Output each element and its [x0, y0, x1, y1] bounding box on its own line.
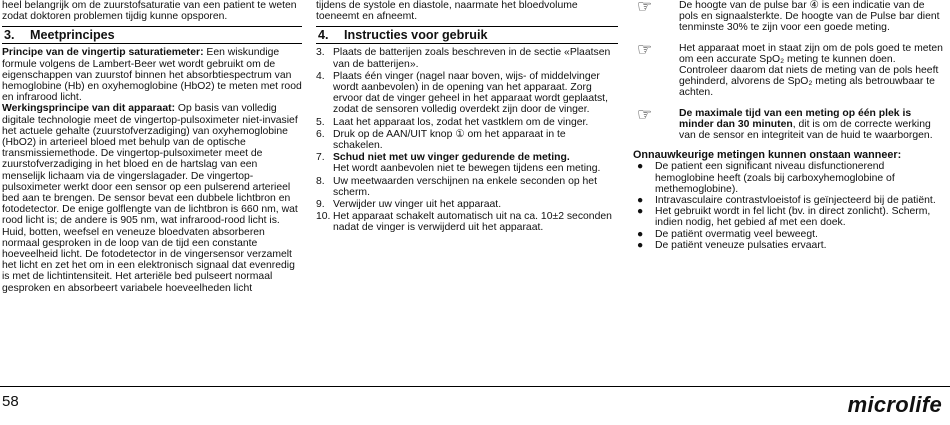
item-number: 3.	[316, 47, 325, 59]
list-item	[316, 199, 618, 210]
item-text: Laat het apparaat los, zodat het vastklem om de vinger.	[333, 116, 589, 128]
item-number: 10.	[316, 211, 331, 223]
section-title: Instructies voor gebruik	[344, 28, 488, 43]
item-content	[333, 152, 618, 174]
list-item	[316, 117, 618, 128]
tip-text: Het apparaat moet in staat zijn om de pols goed te meten om een accurate SpO₂ meting te kunnen doen. Controleer daarom dat niets de meting van de pols heeft gehinderd, alvorens de SpO₂ meting als betrouwbaar te achten.	[679, 42, 943, 99]
col2-intro: tijdens de systole en diastole, naarmate het bloedvolume toeneemt en afneemt.	[316, 0, 578, 23]
item-text: Het gebruikt wordt in fel licht (bv. in direct zonlicht). Scherm, indien nodig, het gebied af met een doek.	[655, 206, 931, 229]
section-title: Meetprincipes	[30, 28, 115, 43]
bullet-icon: ●	[637, 239, 644, 251]
paragraph-principle	[2, 47, 302, 103]
tip-text: , dit is om de correcte werking van de sensor en integriteit van de huid te waarborgen.	[679, 118, 933, 142]
bullet-icon: ●	[637, 161, 644, 173]
bullet-icon: ●	[637, 228, 644, 240]
item-text: De patiënt overmatig veel beweegt.	[655, 228, 818, 240]
microlife-logo: microlife	[847, 392, 942, 417]
item-text: Plaats de batterijen zoals beschreven in de sectie «Plaatsen van de batterijen».	[333, 47, 611, 70]
column-1	[2, 0, 302, 294]
col1-intro: heel belangrijk om de zuurstofsaturatie van een patient te weten zodat doktoren problemen tijdig kunne opsporen.	[2, 0, 297, 23]
section-header-4	[316, 26, 618, 44]
item-number: 6.	[316, 128, 325, 140]
section-header-3	[2, 26, 302, 44]
list-item	[633, 206, 945, 228]
tip-content	[679, 108, 945, 142]
list-item	[316, 211, 618, 233]
instruction-list	[316, 47, 618, 233]
pointing-hand-icon: ☞	[637, 104, 653, 124]
item-text: Uw meetwaarden verschijnen na enkele seconden op het scherm.	[333, 175, 597, 198]
section-number: 3.	[4, 28, 15, 43]
tip-pulse-bar	[633, 0, 945, 34]
item-text: De patiënt veneuze pulsaties ervaart.	[655, 239, 827, 251]
list-item	[633, 240, 945, 251]
list-item	[633, 195, 945, 206]
item-number: 7.	[316, 152, 325, 164]
item-number: 8.	[316, 175, 325, 187]
bullet-list	[633, 161, 945, 251]
paragraph-text: Op basis van volledig digitale technologie meet de vingertop-pulsoximeter niet-invasief het actuele gehalte (zuurstofverzadiging) van oxyhemoglobine (HbO2) in arterieel bloed met behulp van de optische transmissiemethode. De vingertop-pulsoximeter meet de zuurstofverzadiging in het bloed en de hartslag van een menselijk lichaam via de vingerslagader. De vingertop-pulsoximeter werkt door een sensor op een pulserend arterieel bed aan te brengen. De sensor bevat een dubbele lichtbron en fotodetector. De enige golflengte van de lichtbron is 660 nm, wat rood licht is; de andere is 905 nm, wat infrarood-rood licht is. Huid, botten, weefsel en veneuze bloedvaten absorberen normaal gesproken in de loop van de tijd een constante hoeveelheid licht. De fotodetector in de vingersensor verzamelt het licht en zet het om in een elektronisch signaal dat evenredig is met de lichtintensiteit. Het arteriële bed pulseert normaal gesproken en absorbeert variabele hoeveelheden licht	[2, 103, 298, 294]
pointing-hand-icon: ☞	[637, 39, 653, 59]
section-number: 4.	[318, 28, 329, 43]
item-text: Plaats één vinger (nagel naar boven, wijs- of middelvinger wordt aanbevolen) in de opening van het apparaat. Zorg ervoor dat de vinger geheel in het apparaat wordt geplaatst, zodat de sensoren volledig overdekt zijn door de vinger.	[333, 70, 608, 116]
item-emphasis: Schud niet met uw vinger gedurende de meting.	[333, 152, 570, 164]
list-item	[316, 129, 618, 151]
column-2	[316, 0, 618, 235]
paragraph-lead: Principe van de vingertip saturatiemeter:	[2, 47, 204, 59]
bullet-icon: ●	[637, 206, 644, 218]
tip-max-time	[633, 104, 945, 142]
list-item	[316, 47, 618, 69]
list-item	[316, 71, 618, 116]
paragraph-lead: Werkingsprincipe van dit apparaat:	[2, 103, 176, 115]
item-text: Verwijder uw vinger uit het apparaat.	[333, 199, 502, 211]
item-text: Het wordt aanbevolen niet te bewegen tijdens een meting.	[333, 163, 601, 175]
subheading-inaccurate: Onnauwkeurige metingen kunnen onstaan wanneer:	[633, 149, 902, 162]
item-text: De patient een significant niveau disfunctionerend hemoglobine heeft (zoals bij carboxyhemoglobine of methemoglobine).	[655, 161, 895, 195]
footer-divider	[0, 386, 950, 387]
item-text: Intravasculaire contrastvloeistof is geïnjecteerd bij de patiënt.	[655, 195, 936, 207]
tip-emphasis: De maximale tijd van een meting op één plek is minder dan 30 minuten	[679, 107, 912, 130]
tip-pulse-measure	[633, 39, 945, 99]
item-text: Druk op de AAN/UIT knop ① om het apparaat in te schakelen.	[333, 128, 566, 152]
list-item	[633, 229, 945, 240]
item-number: 5.	[316, 116, 325, 128]
item-number: 9.	[316, 199, 325, 211]
pointing-hand-icon: ☞	[637, 0, 653, 16]
list-item	[316, 152, 618, 174]
item-number: 4.	[316, 70, 325, 82]
tip-text: De hoogte van de pulse bar ④ is een indicatie van de pols en signaalsterkte. De hoogte van de Pulse bar dient tenminste 30% te zijn voor een goede meting.	[679, 0, 940, 34]
bullet-icon: ●	[637, 195, 644, 207]
item-text: Het apparaat schakelt automatisch uit na ca. 10±2 seconden nadat de vinger is verwijderd uit het apparaat.	[333, 211, 612, 234]
page-number: 58	[2, 393, 19, 410]
paragraph-working	[2, 103, 302, 293]
paragraph-text: Een wiskundige formule volgens de Lambert-Beer wet wordt gebruikt om de eigenschappen van zuurstof binnen het absorbtiespectrum van hemoglobine (Hb) en oxyhemoglobine (HbO2) te meten met rood en infrarood licht.	[2, 47, 302, 104]
column-3	[633, 0, 945, 251]
list-item	[633, 161, 945, 195]
list-item	[316, 176, 618, 198]
